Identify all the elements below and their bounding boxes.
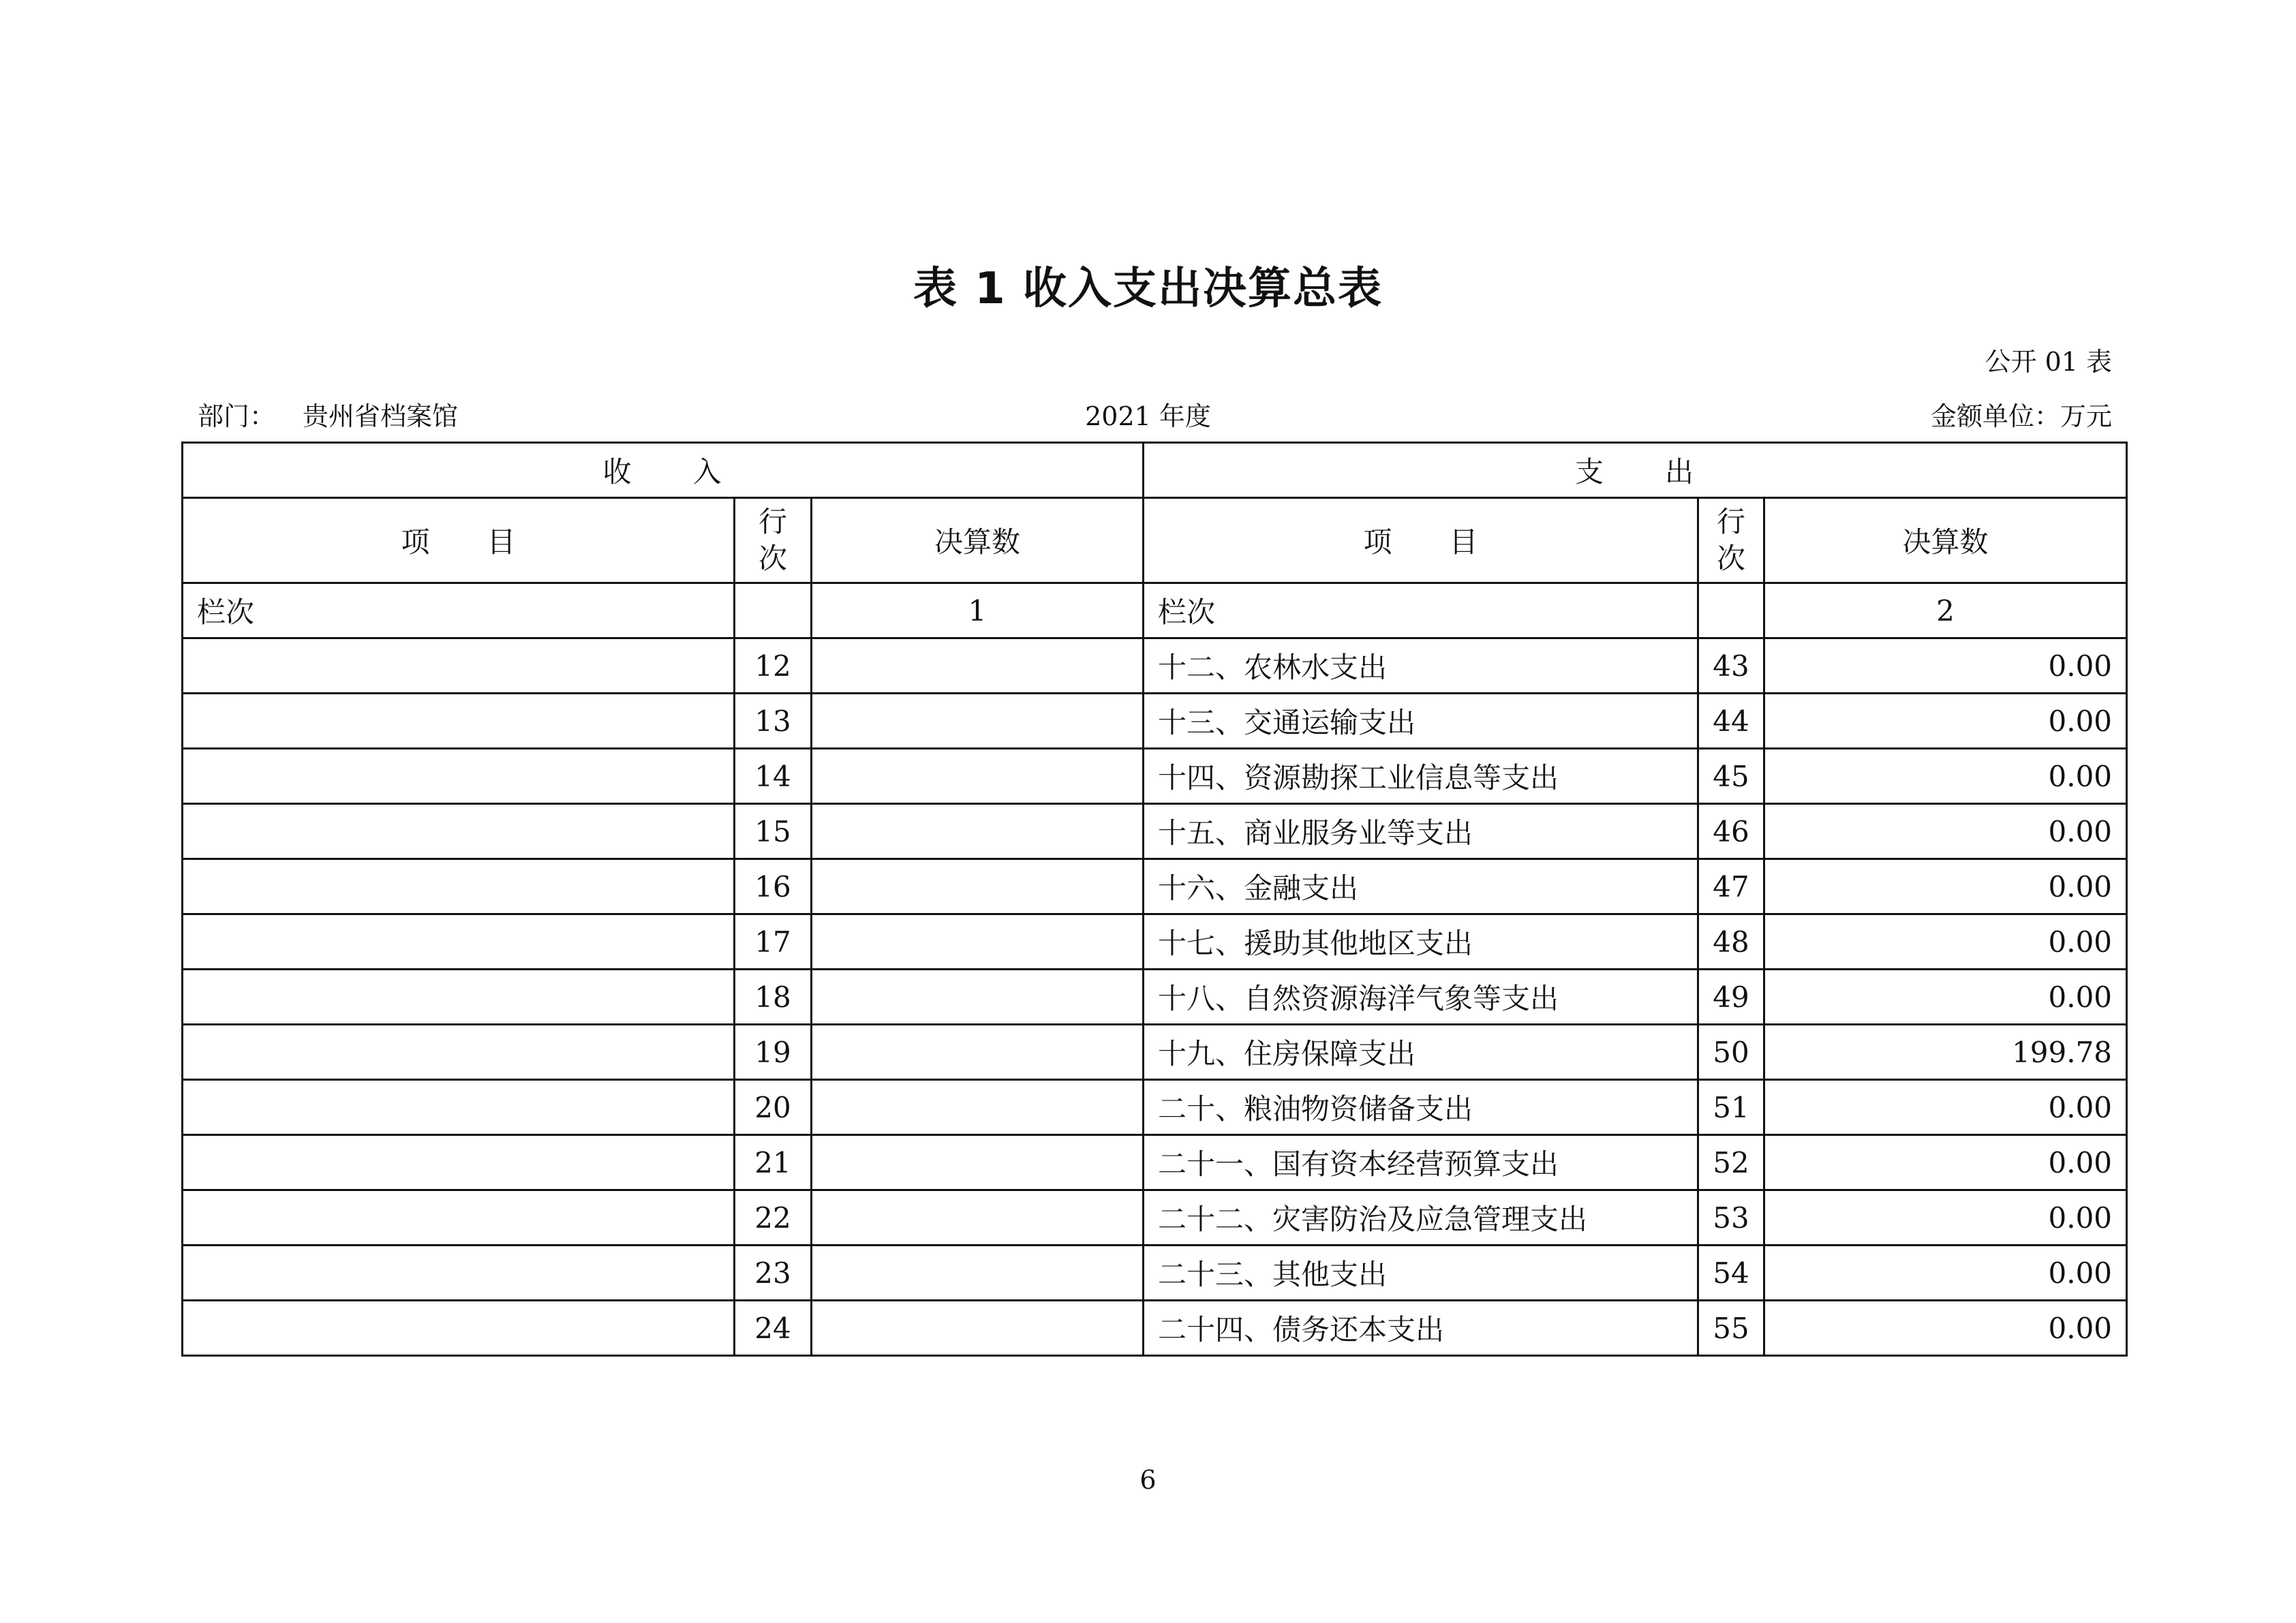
income-item-cell — [183, 914, 735, 970]
expense-row-no-cell: 45 — [1698, 749, 1764, 804]
table-row — [183, 804, 2127, 859]
department-name: 贵州省档案馆 — [303, 401, 459, 431]
table-row — [183, 1301, 2127, 1356]
income-column-label: 栏次 — [183, 583, 735, 638]
expense-amount-cell: 0.00 — [1764, 638, 2127, 694]
table-row — [183, 1246, 2127, 1301]
income-amount-cell — [812, 1190, 1144, 1246]
income-column-rowno — [735, 583, 812, 638]
income-row-no-cell: 21 — [735, 1135, 812, 1190]
expense-column-rowno — [1698, 583, 1764, 638]
table-row — [183, 638, 2127, 694]
expense-row-no-cell: 48 — [1698, 914, 1764, 970]
expense-row-no-cell: 46 — [1698, 804, 1764, 859]
income-row-no-cell: 19 — [735, 1025, 812, 1080]
income-amount-cell — [812, 1246, 1144, 1301]
table-row — [183, 1025, 2127, 1080]
table-row — [183, 1080, 2127, 1135]
income-row-no-cell: 13 — [735, 694, 812, 749]
income-section-header: 收 入 — [183, 443, 1144, 498]
expense-row-no-cell: 51 — [1698, 1080, 1764, 1135]
income-row-no-cell: 23 — [735, 1246, 812, 1301]
income-item-cell — [183, 749, 735, 804]
income-row-no-cell: 16 — [735, 859, 812, 914]
income-row-no-header: 行 次 — [735, 498, 812, 583]
income-item-cell — [183, 694, 735, 749]
table-row — [183, 970, 2127, 1025]
income-item-cell — [183, 1025, 735, 1080]
expense-amount-cell: 0.00 — [1764, 970, 2127, 1025]
expense-row-no-cell: 52 — [1698, 1135, 1764, 1190]
expense-item-header: 项 目 — [1144, 498, 1698, 583]
expense-row-no-cell: 55 — [1698, 1301, 1764, 1356]
expense-item-cell: 十四、资源勘探工业信息等支出 — [1144, 749, 1698, 804]
expense-row-no-cell: 53 — [1698, 1190, 1764, 1246]
table-row — [183, 694, 2127, 749]
income-amount-cell — [812, 1025, 1144, 1080]
income-expense-table — [181, 442, 2128, 1357]
table-row — [183, 749, 2127, 804]
expense-item-cell: 十六、金融支出 — [1144, 859, 1698, 914]
income-item-cell — [183, 804, 735, 859]
income-amount-cell — [812, 804, 1144, 859]
expense-item-cell: 十八、自然资源海洋气象等支出 — [1144, 970, 1698, 1025]
column-index-row — [183, 583, 2127, 638]
form-number: 公开 01 表 — [1985, 347, 2112, 377]
expense-amount-cell: 0.00 — [1764, 1080, 2127, 1135]
expense-row-no-cell: 44 — [1698, 694, 1764, 749]
expense-amount-cell: 0.00 — [1764, 1190, 2127, 1246]
expense-amount-cell: 0.00 — [1764, 914, 2127, 970]
table-row — [183, 859, 2127, 914]
amount-unit: 金额单位：万元 — [1930, 401, 2112, 431]
expense-column-label: 栏次 — [1144, 583, 1698, 638]
income-item-cell — [183, 1190, 735, 1246]
expense-row-no-cell: 47 — [1698, 859, 1764, 914]
expense-item-cell: 十三、交通运输支出 — [1144, 694, 1698, 749]
expense-section-header: 支 出 — [1144, 443, 2127, 498]
expense-row-no-cell: 49 — [1698, 970, 1764, 1025]
income-amount-cell — [812, 1301, 1144, 1356]
expense-item-cell: 十二、农林水支出 — [1144, 638, 1698, 694]
expense-amount-cell: 199.78 — [1764, 1025, 2127, 1080]
income-item-cell — [183, 970, 735, 1025]
income-row-no-cell: 22 — [735, 1190, 812, 1246]
income-item-cell — [183, 1246, 735, 1301]
income-amount-cell — [812, 1080, 1144, 1135]
income-item-cell — [183, 1301, 735, 1356]
income-row-no-cell: 17 — [735, 914, 812, 970]
page-title: 表 1 收入支出决算总表 — [913, 264, 1383, 314]
income-item-cell — [183, 1135, 735, 1190]
fiscal-year: 2021 年度 — [1085, 401, 1211, 431]
income-amount-cell — [812, 859, 1144, 914]
income-item-cell — [183, 859, 735, 914]
income-amount-cell — [812, 914, 1144, 970]
income-row-no-cell: 12 — [735, 638, 812, 694]
expense-item-cell: 二十、粮油物资储备支出 — [1144, 1080, 1698, 1135]
income-amount-cell — [812, 970, 1144, 1025]
table-row — [183, 914, 2127, 970]
income-row-no-cell: 24 — [735, 1301, 812, 1356]
expense-amount-cell: 0.00 — [1764, 694, 2127, 749]
department-label: 部门： — [198, 401, 276, 431]
section-header-row — [183, 443, 2127, 498]
expense-item-cell: 二十四、债务还本支出 — [1144, 1301, 1698, 1356]
income-amount-cell — [812, 749, 1144, 804]
expense-row-no-header: 行 次 — [1698, 498, 1764, 583]
table-row — [183, 1190, 2127, 1246]
expense-item-cell: 十五、商业服务业等支出 — [1144, 804, 1698, 859]
expense-row-no-cell: 43 — [1698, 638, 1764, 694]
expense-row-no-cell: 50 — [1698, 1025, 1764, 1080]
expense-item-cell: 二十二、灾害防治及应急管理支出 — [1144, 1190, 1698, 1246]
expense-amount-cell: 0.00 — [1764, 859, 2127, 914]
income-column-index: 1 — [812, 583, 1144, 638]
income-amount-cell — [812, 1135, 1144, 1190]
expense-item-cell: 十九、住房保障支出 — [1144, 1025, 1698, 1080]
expense-item-cell: 二十三、其他支出 — [1144, 1246, 1698, 1301]
column-header-row — [183, 498, 2127, 583]
income-item-header: 项 目 — [183, 498, 735, 583]
income-row-no-cell: 14 — [735, 749, 812, 804]
income-item-cell — [183, 638, 735, 694]
page-number: 6 — [1139, 1465, 1157, 1495]
expense-row-no-cell: 54 — [1698, 1246, 1764, 1301]
income-amount-cell — [812, 694, 1144, 749]
income-amount-header: 决算数 — [812, 498, 1144, 583]
income-item-cell — [183, 1080, 735, 1135]
income-amount-cell — [812, 638, 1144, 694]
expense-amount-cell: 0.00 — [1764, 804, 2127, 859]
expense-amount-cell: 0.00 — [1764, 1135, 2127, 1190]
expense-amount-cell: 0.00 — [1764, 1301, 2127, 1356]
expense-item-cell: 二十一、国有资本经营预算支出 — [1144, 1135, 1698, 1190]
expense-amount-cell: 0.00 — [1764, 749, 2127, 804]
expense-amount-header: 决算数 — [1764, 498, 2127, 583]
table-row — [183, 1135, 2127, 1190]
expense-amount-cell: 0.00 — [1764, 1246, 2127, 1301]
expense-item-cell: 十七、援助其他地区支出 — [1144, 914, 1698, 970]
expense-column-index: 2 — [1764, 583, 2127, 638]
income-row-no-cell: 15 — [735, 804, 812, 859]
income-row-no-cell: 18 — [735, 970, 812, 1025]
income-row-no-cell: 20 — [735, 1080, 812, 1135]
